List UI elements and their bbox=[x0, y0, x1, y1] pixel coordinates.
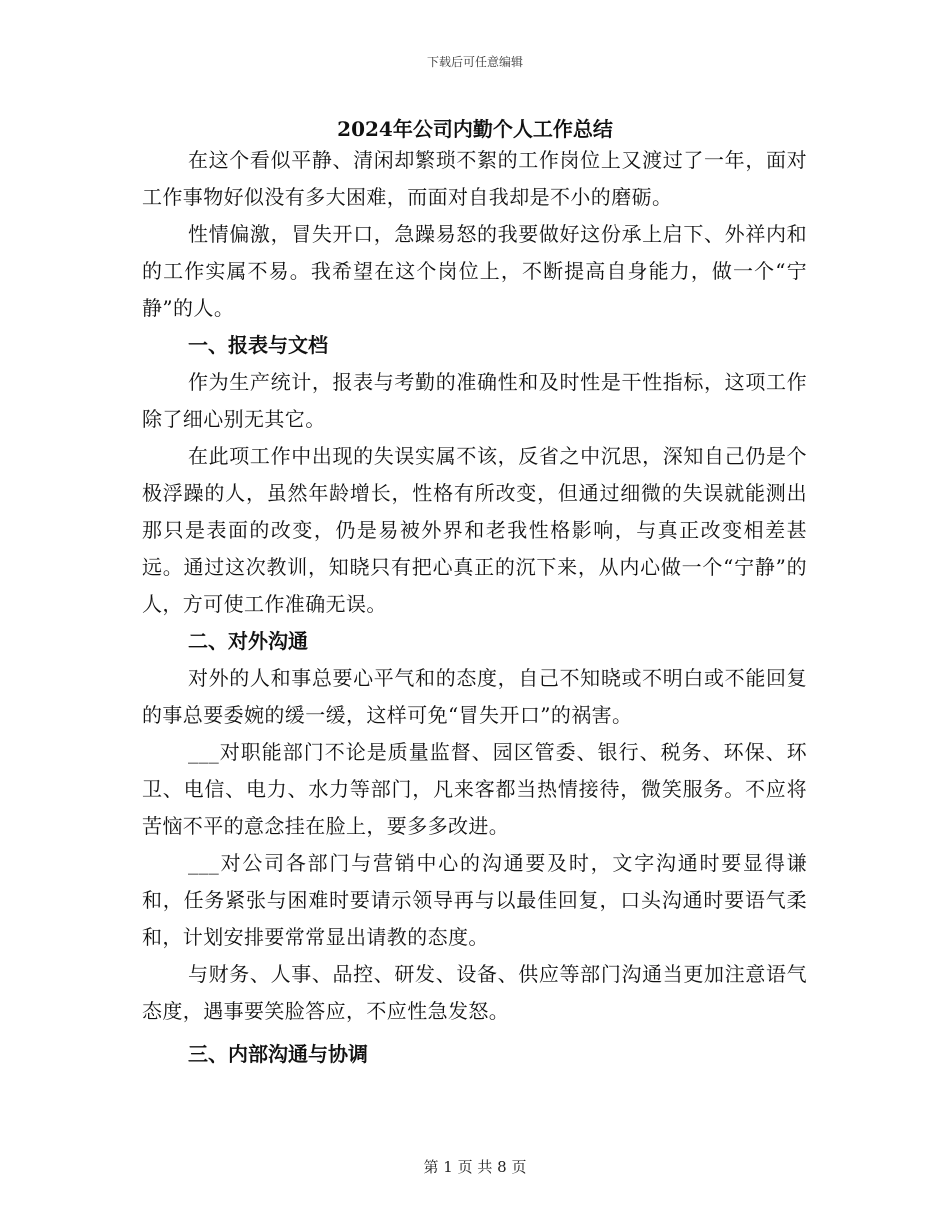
section-heading-reports: 一、报表与文档 bbox=[188, 333, 328, 357]
reports-paragraph-2: 在此项工作中出现的失误实属不该，反省之中沉思，深知自己仍是个极浮躁的人，虽然年龄增长，性格有所改变，但通过细微的失误就能测出那只是表面的改变，仍是易被外界和老我性格影响，与真正改变相差甚远。通过这次教训，知晓只有把心真正的沉下来，从内心做一个“宁静”的人，方可使工作准确无误。 bbox=[142, 444, 807, 616]
external-paragraph-3: ___对公司各部门与营销中心的沟通要及时，文字沟通时要显得谦和，任务紧张与困难时要请示领导再与以最佳回复，口头沟通时要语气柔和，计划安排要常常显出请教的态度。 bbox=[142, 851, 807, 949]
document-title: 2024年公司内勤个人工作总结 bbox=[337, 117, 613, 141]
external-paragraph-4: 与财务、人事、品控、研发、设备、供应等部门沟通当更加注意语气态度，遇事要笑脸答应，不应性急发怒。 bbox=[142, 962, 807, 1023]
section-heading-external-communication: 二、对外沟通 bbox=[188, 629, 308, 653]
intro-paragraph-1: 在这个看似平静、清闲却繁琐不絮的工作岗位上又渡过了一年，面对工作事物好似没有多大困难，而面对自我却是不小的磨砺。 bbox=[142, 148, 807, 209]
reports-paragraph-1: 作为生产统计，报表与考勤的准确性和及时性是干性指标，这项工作除了细心别无其它。 bbox=[142, 370, 807, 431]
external-paragraph-2: ___对职能部门不论是质量监督、园区管委、银行、税务、环保、环卫、电信、电力、水力等部门，凡来客都当热情接待，微笑服务。不应将苦恼不平的意念挂在脸上，要多多改进。 bbox=[142, 740, 807, 838]
section-heading-internal-communication: 三、内部沟通与协调 bbox=[188, 1042, 368, 1066]
page-header-note: 下载后可任意编辑 bbox=[426, 55, 523, 69]
external-paragraph-1: 对外的人和事总要心平气和的态度，自己不知晓或不明白或不能回复的事总要委婉的缓一缓，这样可免“冒失开口”的祸害。 bbox=[142, 666, 807, 727]
page-number: 第 1 页 共 8 页 bbox=[423, 1158, 527, 1176]
intro-paragraph-2: 性情偏激，冒失开口，急躁易怒的我要做好这份承上启下、外祥内和的工作实属不易。我希望在这个岗位上，不断提高自身能力，做一个“宁静”的人。 bbox=[142, 222, 807, 320]
document-body bbox=[142, 142, 807, 1073]
